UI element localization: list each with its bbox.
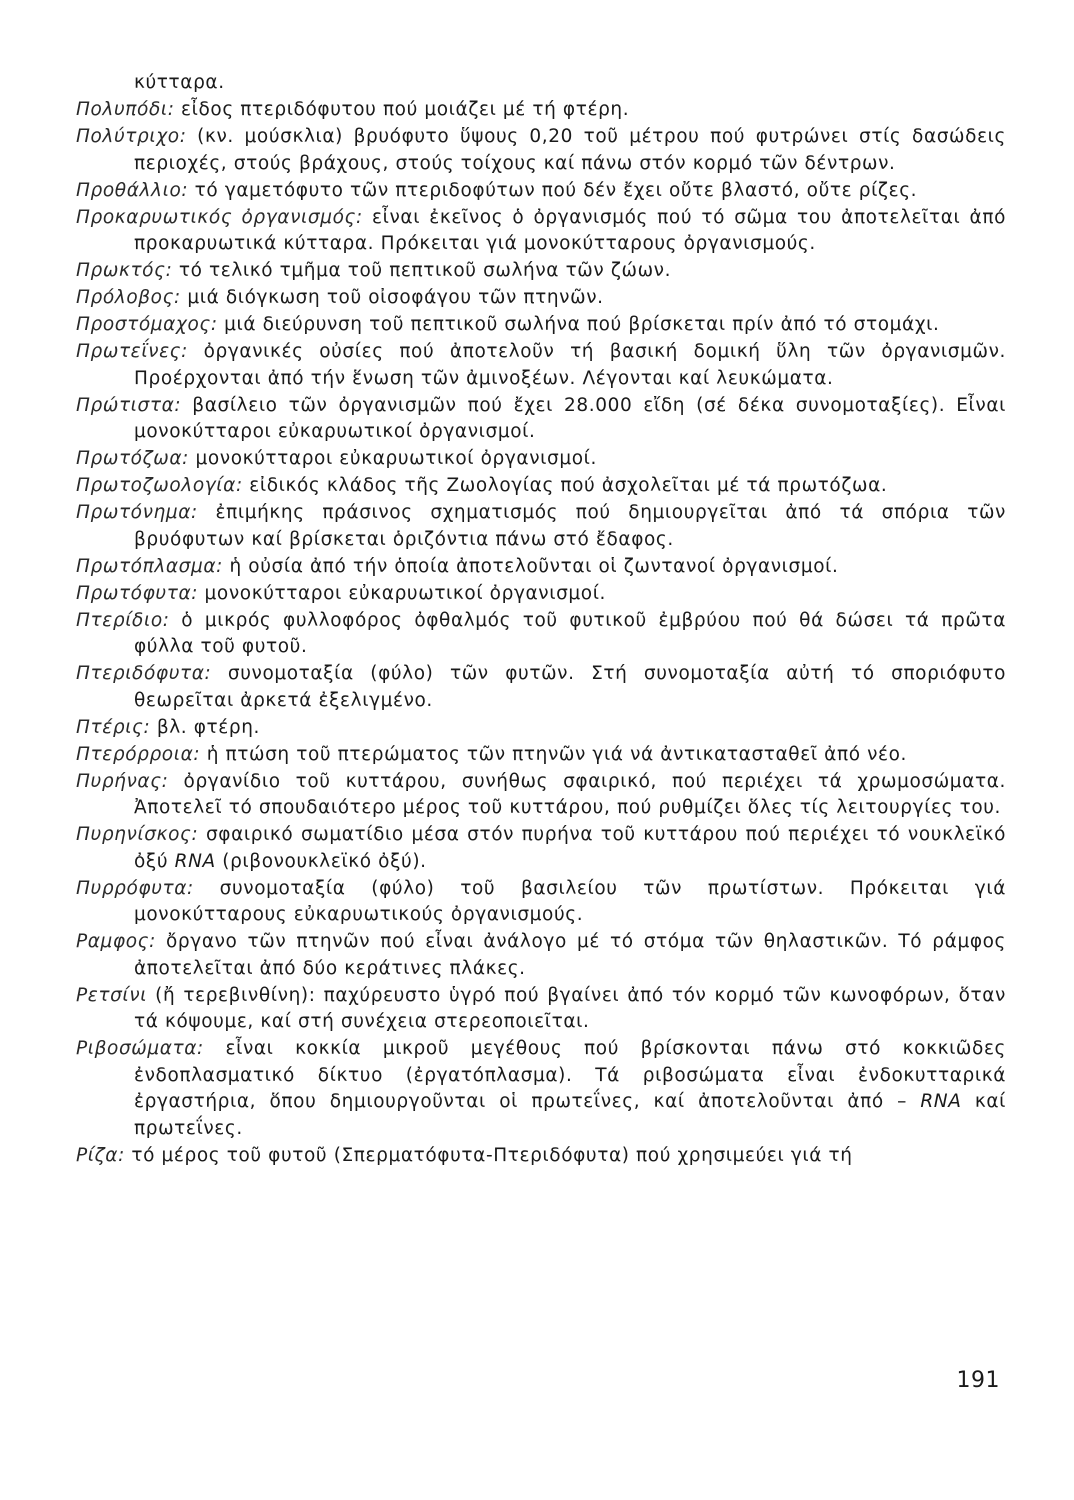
entry-term: Πρωκτός: — [76, 260, 173, 281]
entry-definition: εἶναι ἐκεῖνος ὁ ὀργανισμός πού τό σῶμα του ἀποτελεῖται ἀπό προκαρυωτικά κύτταρα. Πρόκειται γιά μονοκύτταρους ὀργανισμούς. — [134, 206, 1007, 254]
page-number: 191 — [956, 1368, 1000, 1393]
entry-definition: ὁ μικρός φυλλοφόρος ὀφθαλμός τοῦ φυτικοῦ ἐμβρύου πού θά δώσει τά πρῶτα φύλλα τοῦ φυτοῦ. — [134, 609, 1006, 657]
glossary-entry — [76, 97, 1006, 124]
entry-term: Πτέρις: — [76, 716, 151, 738]
entry-definition-tail: (ριβονουκλεϊκό ὀξύ). — [215, 850, 427, 872]
glossary-entry — [76, 393, 1006, 446]
entry-definition: συνομοταξία (φύλο) τῶν φυτῶν. Στή συνομοταξία αὐτή τό σποριόφυτο θεωρεῖται ἀρκετά ἐξελιγμένο. — [134, 663, 1006, 711]
glossary-entry — [76, 124, 1006, 177]
entry-definition: συνομοταξία (φύλο) τοῦ βασιλείου τῶν πρωτίστων. Πρόκειται γιά μονοκύτταρους εὐκαρυωτικούς ὀργανισμούς. — [134, 877, 1006, 925]
entry-definition: ὀργανίδιο τοῦ κυττάρου, συνήθως σφαιρικό, πού περιέχει τά χρωμοσώματα. Ἀποτελεῖ τό σπουδαιότερο μέρος τοῦ κυττάρου, πού ρυθμίζει ὅλες τίς λειτουργίες του. — [134, 770, 1006, 818]
entry-term: Ρετσίνι — [76, 984, 148, 1006]
entry-definition: σφαιρικό σωματίδιο μέσα στόν πυρήνα τοῦ κυττάρου πού περιέχει τό νουκλεϊκό ὀξύ — [134, 824, 1006, 872]
entry-term: Πρωτόπλασμα: — [76, 555, 224, 577]
glossary-entry — [76, 581, 1006, 608]
glossary-entry — [76, 608, 1006, 661]
entry-term: Πρωτεΐνες: — [76, 341, 188, 362]
entry-definition: μονοκύτταροι εὐκαρυωτικοί ὀργανισμοί. — [198, 582, 607, 604]
entry-definition: τό μέρος τοῦ φυτοῦ (Σπερματόφυτα-Πτεριδόφυτα) πού χρησιμεύει γιά τή — [124, 1144, 853, 1166]
entry-term: Πρωτόζωα: — [76, 448, 189, 469]
entry-definition: μιά διεύρυνση τοῦ πεπτικοῦ σωλήνα πού βρίσκεται πρίν ἀπό τό στομάχι. — [217, 314, 940, 335]
glossary-entry — [76, 876, 1006, 929]
entry-definition: εἶδος πτεριδόφυτου πού μοιάζει μέ τή φτέρη. — [174, 99, 630, 120]
entry-definition: μονοκύτταροι εὐκαρυωτικοί ὀργανισμοί. — [189, 448, 597, 469]
entry-definition-tail: καί πρωτεΐνες. — [134, 1091, 1006, 1139]
entry-term: Ραμφος: — [76, 931, 156, 952]
entry-term: Πρόλοβος: — [76, 287, 181, 308]
glossary-list — [76, 70, 1006, 1170]
glossary-entry — [76, 70, 1006, 97]
glossary-entry — [76, 285, 1006, 312]
entry-definition: κύτταρα. — [134, 72, 225, 93]
entry-abbreviation: RNA — [920, 1091, 962, 1112]
entry-term: Πτερόρροια: — [76, 743, 201, 765]
glossary-entry — [76, 715, 1006, 742]
entry-term: Προκαρυωτικός ὀργανισμός: — [76, 206, 363, 228]
entry-term: Πολυπόδι: — [76, 99, 175, 120]
entry-term: Ριβοσώματα: — [76, 1038, 204, 1059]
entry-term: Πυρηνίσκος: — [76, 824, 199, 845]
entry-definition: εἶναι κοκκία μικροῦ μεγέθους πού βρίσκονται πάνω στό κοκκιῶδες ἐνδοπλασματικό δίκτυο (ἐργατόπλασμα). Τά ριβοσώματα εἶναι ἐνδοκυτταρικά ἐργαστήρια, ὅπου δημιουργοῦνται οἱ πρωτεΐνες, καί ἀποτελοῦνται ἀπό – — [134, 1038, 1006, 1112]
entry-definition: μιά διόγκωση τοῦ οἰσοφάγου τῶν πτηνῶν. — [180, 287, 604, 308]
glossary-entry — [76, 822, 1006, 875]
entry-abbreviation: RNA — [174, 850, 216, 872]
entry-term: Πολύτριχο: — [76, 126, 187, 147]
entry-term: Πτερίδιο: — [76, 609, 170, 631]
entry-definition: ἡ οὐσία ἀπό τήν ὁποία ἀποτελοῦνται οἱ ζωντανοί ὀργανισμοί. — [223, 555, 839, 577]
glossary-entry — [76, 1143, 1006, 1170]
glossary-entry — [76, 929, 1006, 982]
glossary-entry — [76, 983, 1006, 1036]
entry-definition: βλ. φτέρη. — [150, 716, 261, 738]
entry-definition: ἐπιμήκης πράσινος σχηματισμός πού δημιουργεῖται ἀπό τά σπόρια τῶν βρυόφυτων καί βρίσκεται ὁριζόντια πάνω στό ἔδαφος. — [134, 502, 1006, 550]
entry-definition: (ἤ τερεβινθίνη): παχύρευστο ὑγρό πού βγαίνει ἀπό τόν κορμό τῶν κωνοφόρων, ὅταν τά κόψουμε, καί στή συνέχεια στερεοποιεῖται. — [134, 984, 1006, 1032]
glossary-entry — [76, 258, 1006, 285]
entry-term: Πρώτιστα: — [76, 394, 182, 416]
glossary-entry — [76, 446, 1006, 473]
entry-definition: (κν. μούσκλια) βρυόφυτο ὕψους 0,20 τοῦ μέτρου πού φυτρώνει στίς δασώδεις περιοχές, στούς βράχους, στούς τοίχους καί πάνω στόν κορμό τῶν δέντρων. — [134, 126, 1006, 174]
entry-term: Πτεριδόφυτα: — [76, 663, 212, 684]
glossary-entry — [76, 473, 1006, 500]
entry-definition: τό τελικό τμῆμα τοῦ πεπτικοῦ σωλήνα τῶν ζώων. — [172, 260, 672, 281]
glossary-entry — [76, 1036, 1006, 1142]
entry-term: Πυρήνας: — [76, 770, 169, 792]
glossary-entry — [76, 742, 1006, 769]
glossary-entry — [76, 312, 1006, 339]
glossary-entry — [76, 661, 1006, 714]
entry-term: Πρωτόνημα: — [76, 502, 198, 523]
glossary-entry — [76, 500, 1006, 553]
glossary-entry — [76, 554, 1006, 581]
entry-term: Προστόμαχος: — [76, 314, 218, 335]
entry-definition: τό γαμετόφυτο τῶν πτεριδοφύτων πού δέν ἔχει οὔτε βλαστό, οὔτε ρίζες. — [188, 179, 918, 201]
glossary-entry — [76, 205, 1006, 258]
entry-definition: ἡ πτώση τοῦ πτερώματος τῶν πτηνῶν γιά νά ἀντικατασταθεῖ ἀπό νέο. — [200, 743, 908, 765]
entry-term: Πυρρόφυτα: — [76, 877, 194, 899]
glossary-entry — [76, 769, 1006, 822]
entry-term: Πρωτοζωολογία: — [76, 475, 243, 496]
entry-definition: ὄργανο τῶν πτηνῶν πού εἶναι ἀνάλογο μέ τό στόμα τῶν θηλαστικῶν. Τό ράμφος ἀποτελεῖται ἀπό δύο κεράτινες πλάκες. — [134, 931, 1006, 979]
entry-term: Ρίζα: — [76, 1144, 125, 1166]
entry-definition: εἰδικός κλάδος τῆς Ζωολογίας πού ἀσχολεῖται μέ τά πρωτόζωα. — [242, 475, 888, 496]
glossary-entry — [76, 339, 1006, 392]
glossary-entry — [76, 178, 1006, 205]
entry-term: Προθάλλιο: — [76, 179, 189, 201]
entry-definition: βασίλειο τῶν ὀργανισμῶν πού ἔχει 28.000 εἴδη (σέ δέκα συνομοταξίες). Εἶναι μονοκύτταροι εὐκαρυωτικοί ὀργανισμοί. — [134, 394, 1006, 442]
entry-term: Πρωτόφυτα: — [76, 582, 199, 604]
entry-definition: ὀργανικές οὐσίες πού ἀποτελοῦν τή βασική δομική ὕλη τῶν ὀργανισμῶν. Προέρχονται ἀπό τήν ἕνωση τῶν ἀμινοξέων. Λέγονται καί λευκώματα. — [134, 341, 1006, 389]
